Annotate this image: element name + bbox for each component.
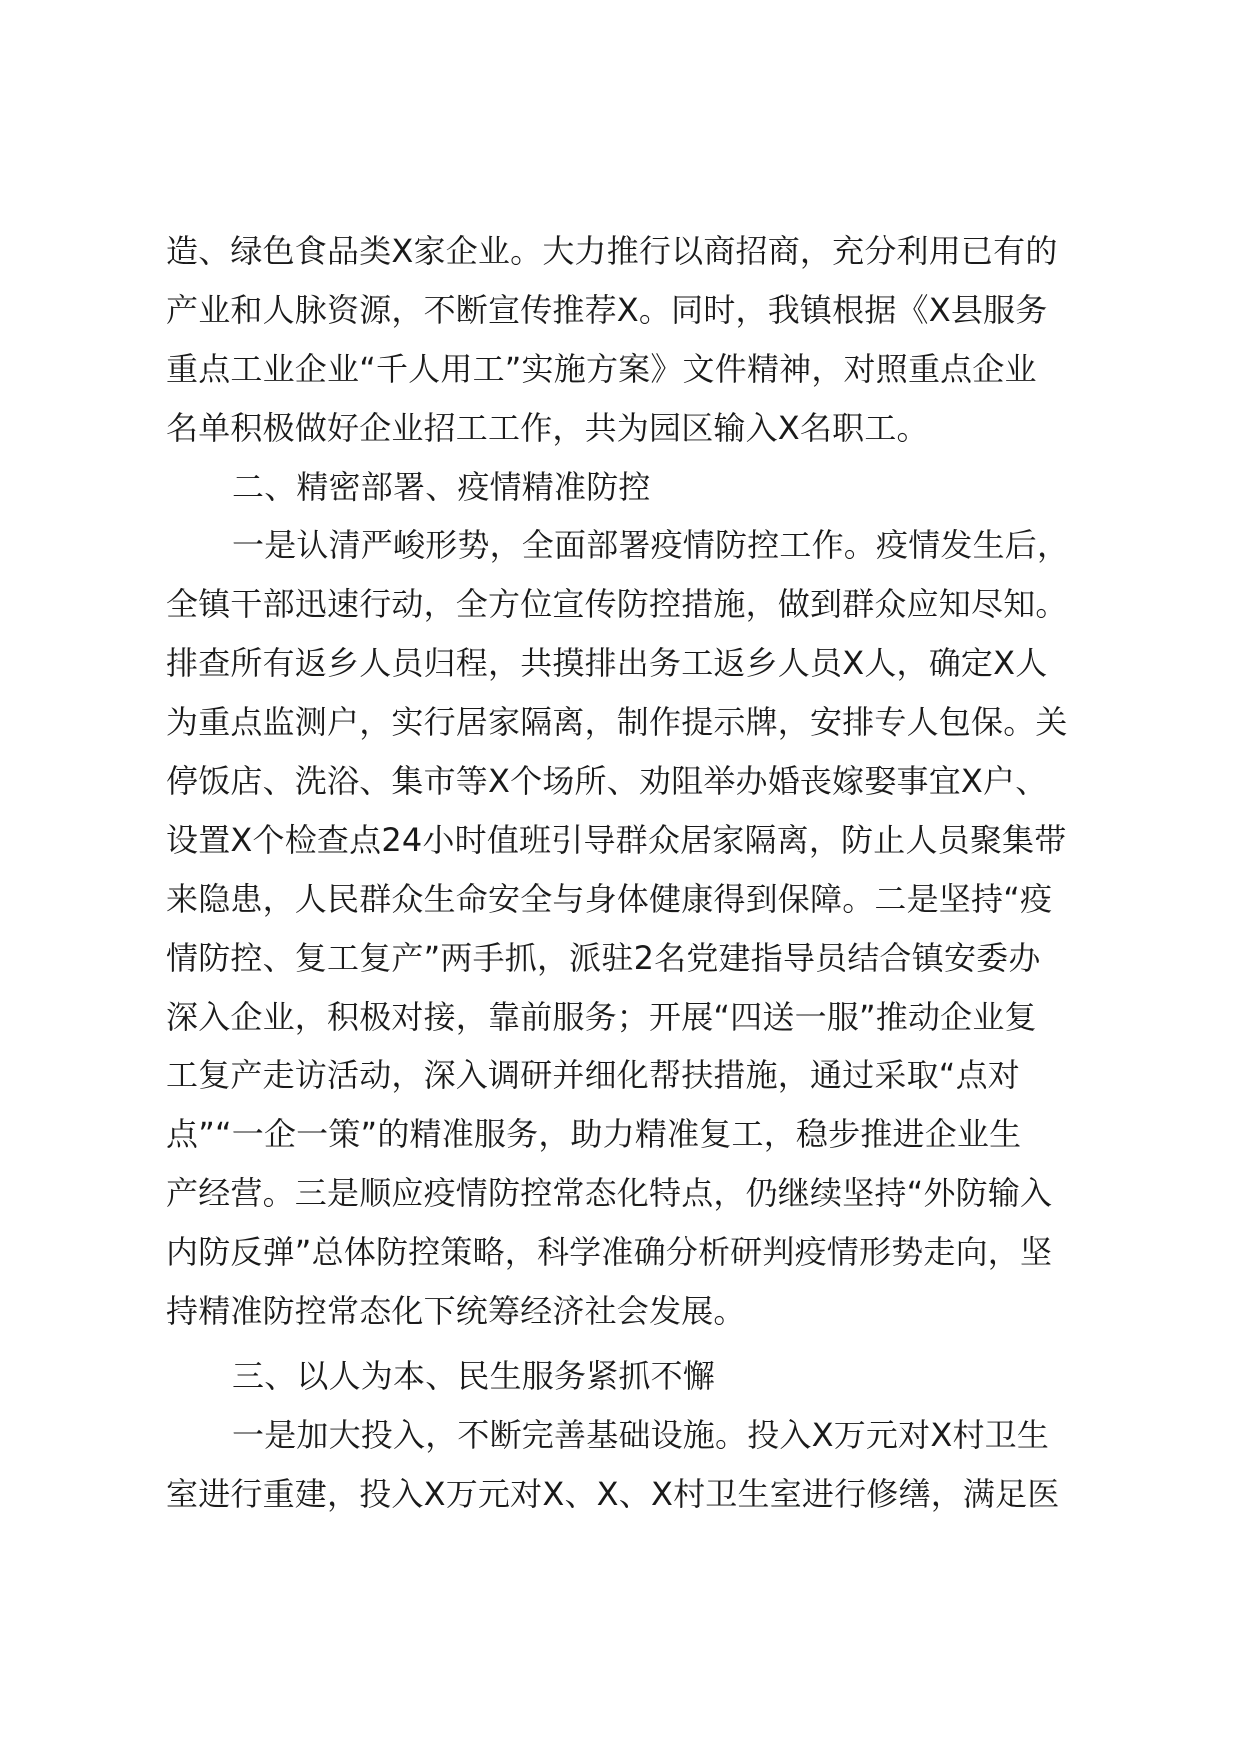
document-body — [166, 222, 1110, 1524]
body-line: 排查所有返乡人员归程，共摸排出务工返乡人员X人，确定X人 — [166, 644, 1048, 683]
body-line: 内防反弹”总体防控策略，科学准确分析研判疫情形势走向，坚 — [166, 1233, 1053, 1272]
body-line: 为重点监测户，实行居家隔离，制作提示牌，安排专人包保。关 — [166, 703, 1068, 742]
body-line: 全镇干部迅速行动，全方位宣传防控措施，做到群众应知尽知。 — [166, 585, 1068, 624]
body-line: 产业和人脉资源，不断宣传推荐X。同时，我镇根据《X县服务 — [166, 290, 1048, 329]
body-line: 重点工业企业“千人用工”实施方案》文件精神，对照重点企业 — [166, 349, 1037, 388]
body-line: 产经营。三是顺应疫情防控常态化特点，仍继续坚持“外防输入 — [166, 1174, 1053, 1213]
body-line: 名单积极做好企业招工工作，共为园区输入X名职工。 — [166, 408, 929, 447]
paragraph-first-line: 一是认清严峻形势，全面部署疫情防控工作。疫情发生后， — [232, 526, 1070, 565]
body-line: 点”“一企一策”的精准服务，助力精准复工，稳步推进企业生 — [166, 1115, 1022, 1154]
body-line: 室进行重建，投入X万元对X、X、X村卫生室进行修缮，满足医 — [166, 1474, 1060, 1513]
body-line: 情防控、复工复产”两手抓，派驻2名党建指导员结合镇安委办 — [166, 938, 1041, 977]
paragraph-first-line: 一是加大投入，不断完善基础设施。投入X万元对X村卫生 — [232, 1415, 1050, 1454]
body-line: 深入企业，积极对接，靠前服务；开展“四送一服”推动企业复 — [166, 997, 1037, 1036]
section-heading: 三、以人为本、民生服务紧抓不懈 — [232, 1356, 716, 1395]
body-line: 停饭店、洗浴、集市等X个场所、劝阻举办婚丧嫁娶事宜X户、 — [166, 762, 1048, 801]
section-heading: 二、精密部署、疫情精准防控 — [232, 467, 651, 506]
body-line: 工复产走访活动，深入调研并细化帮扶措施，通过采取“点对 — [166, 1056, 1020, 1095]
body-line: 造、绿色食品类X家企业。大力推行以商招商，充分利用已有的 — [166, 232, 1058, 270]
body-line: 设置X个检查点24小时值班引导群众居家隔离，防止人员聚集带 — [166, 820, 1067, 859]
body-line: 来隐患，人民群众生命安全与身体健康得到保障。二是坚持“疫 — [166, 879, 1053, 918]
body-line: 持精准防控常态化下统筹经济社会发展。 — [166, 1292, 746, 1331]
